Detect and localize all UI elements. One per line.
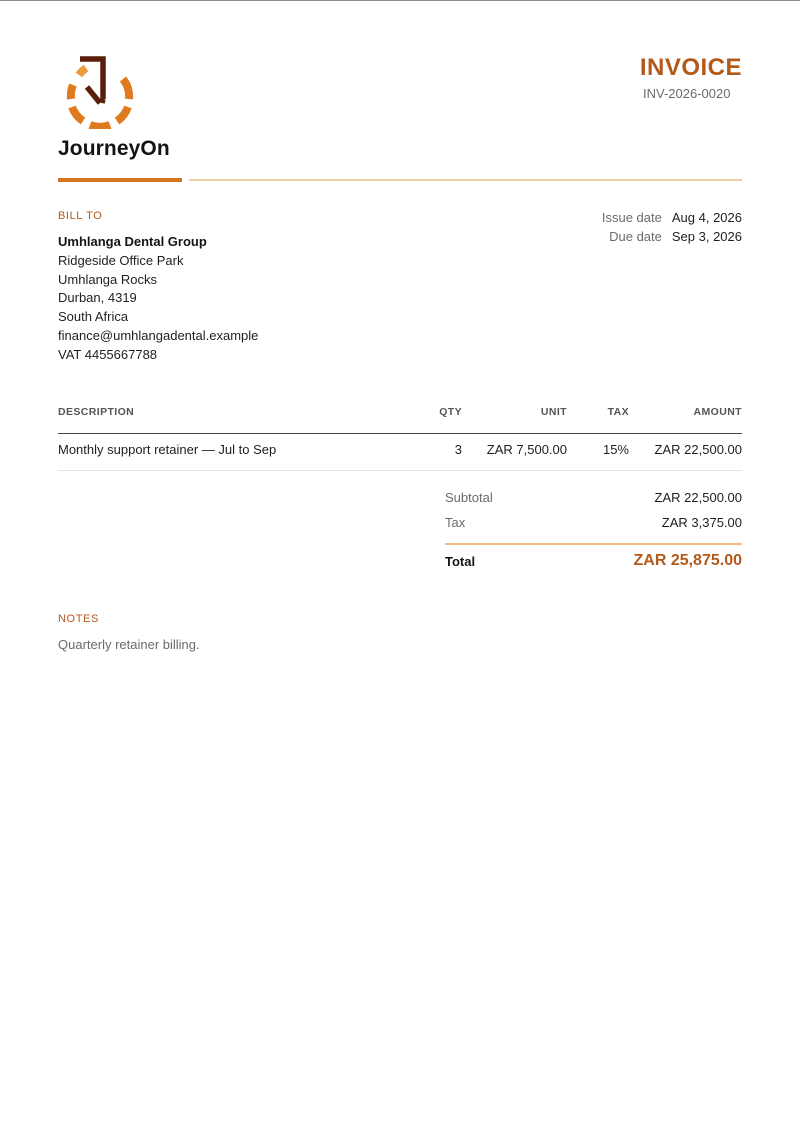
invoice-title: INVOICE (639, 54, 742, 81)
header-qty: QTY (439, 406, 462, 418)
row-qty: 3 (454, 442, 462, 457)
table-header (58, 401, 742, 434)
issue-date-label: Issue date (601, 210, 662, 225)
tax-row (445, 515, 742, 540)
header-amount: AMOUNT (693, 406, 742, 418)
client-address-line1: Ridgeside Office Park (58, 252, 184, 268)
invoice-dates (602, 208, 742, 246)
line-items-table (58, 401, 742, 471)
client-name: Umhlanga Dental Group (58, 234, 207, 249)
invoice-number: INV-2026-0020 (643, 86, 731, 101)
table-row (58, 434, 742, 471)
subtotal-label: Subtotal (445, 490, 493, 505)
company-name: JourneyOn (58, 137, 170, 160)
tax-value: ZAR 3,375.00 (661, 514, 742, 530)
total-value: ZAR 25,875.00 (633, 552, 742, 569)
client-vat: VAT 4455667788 (58, 346, 158, 362)
bill-to-address (58, 233, 258, 365)
issue-date-row (602, 208, 742, 227)
row-description: Monthly support retainer — Jul to Sep (58, 442, 277, 457)
issue-date-value: Aug 4, 2026 (671, 210, 742, 225)
client-city-postcode: Durban, 4319 (58, 290, 137, 306)
row-amount: ZAR 22,500.00 (654, 442, 742, 457)
subtotal-row (445, 490, 742, 515)
tax-label: Tax (445, 514, 466, 530)
subtotal-value: ZAR 22,500.00 (654, 490, 742, 505)
notes-text: Quarterly retainer billing. (58, 637, 200, 652)
journeyon-logo-icon (66, 55, 134, 129)
header-description: DESCRIPTION (58, 406, 135, 418)
due-date-row (602, 227, 742, 246)
due-date-label: Due date (609, 229, 662, 244)
totals-block (445, 490, 742, 569)
row-tax-rate: 15% (602, 442, 629, 457)
row-unit-price: ZAR 7,500.00 (486, 442, 567, 457)
client-country: South Africa (58, 309, 129, 325)
total-label: Total (445, 554, 476, 569)
header-unit: UNIT (540, 406, 567, 418)
client-address-line2: Umhlanga Rocks (58, 271, 157, 287)
total-row (445, 552, 742, 576)
header-accent-rule (58, 178, 182, 182)
totals-divider (445, 543, 742, 545)
header-tax: TAX (607, 406, 629, 418)
header-divider (189, 179, 742, 181)
due-date-value: Sep 3, 2026 (671, 229, 742, 244)
client-email: finance@umhlangadental.example (58, 327, 259, 343)
bill-to-label: BILL TO (58, 210, 103, 222)
notes-label: NOTES (58, 613, 99, 625)
